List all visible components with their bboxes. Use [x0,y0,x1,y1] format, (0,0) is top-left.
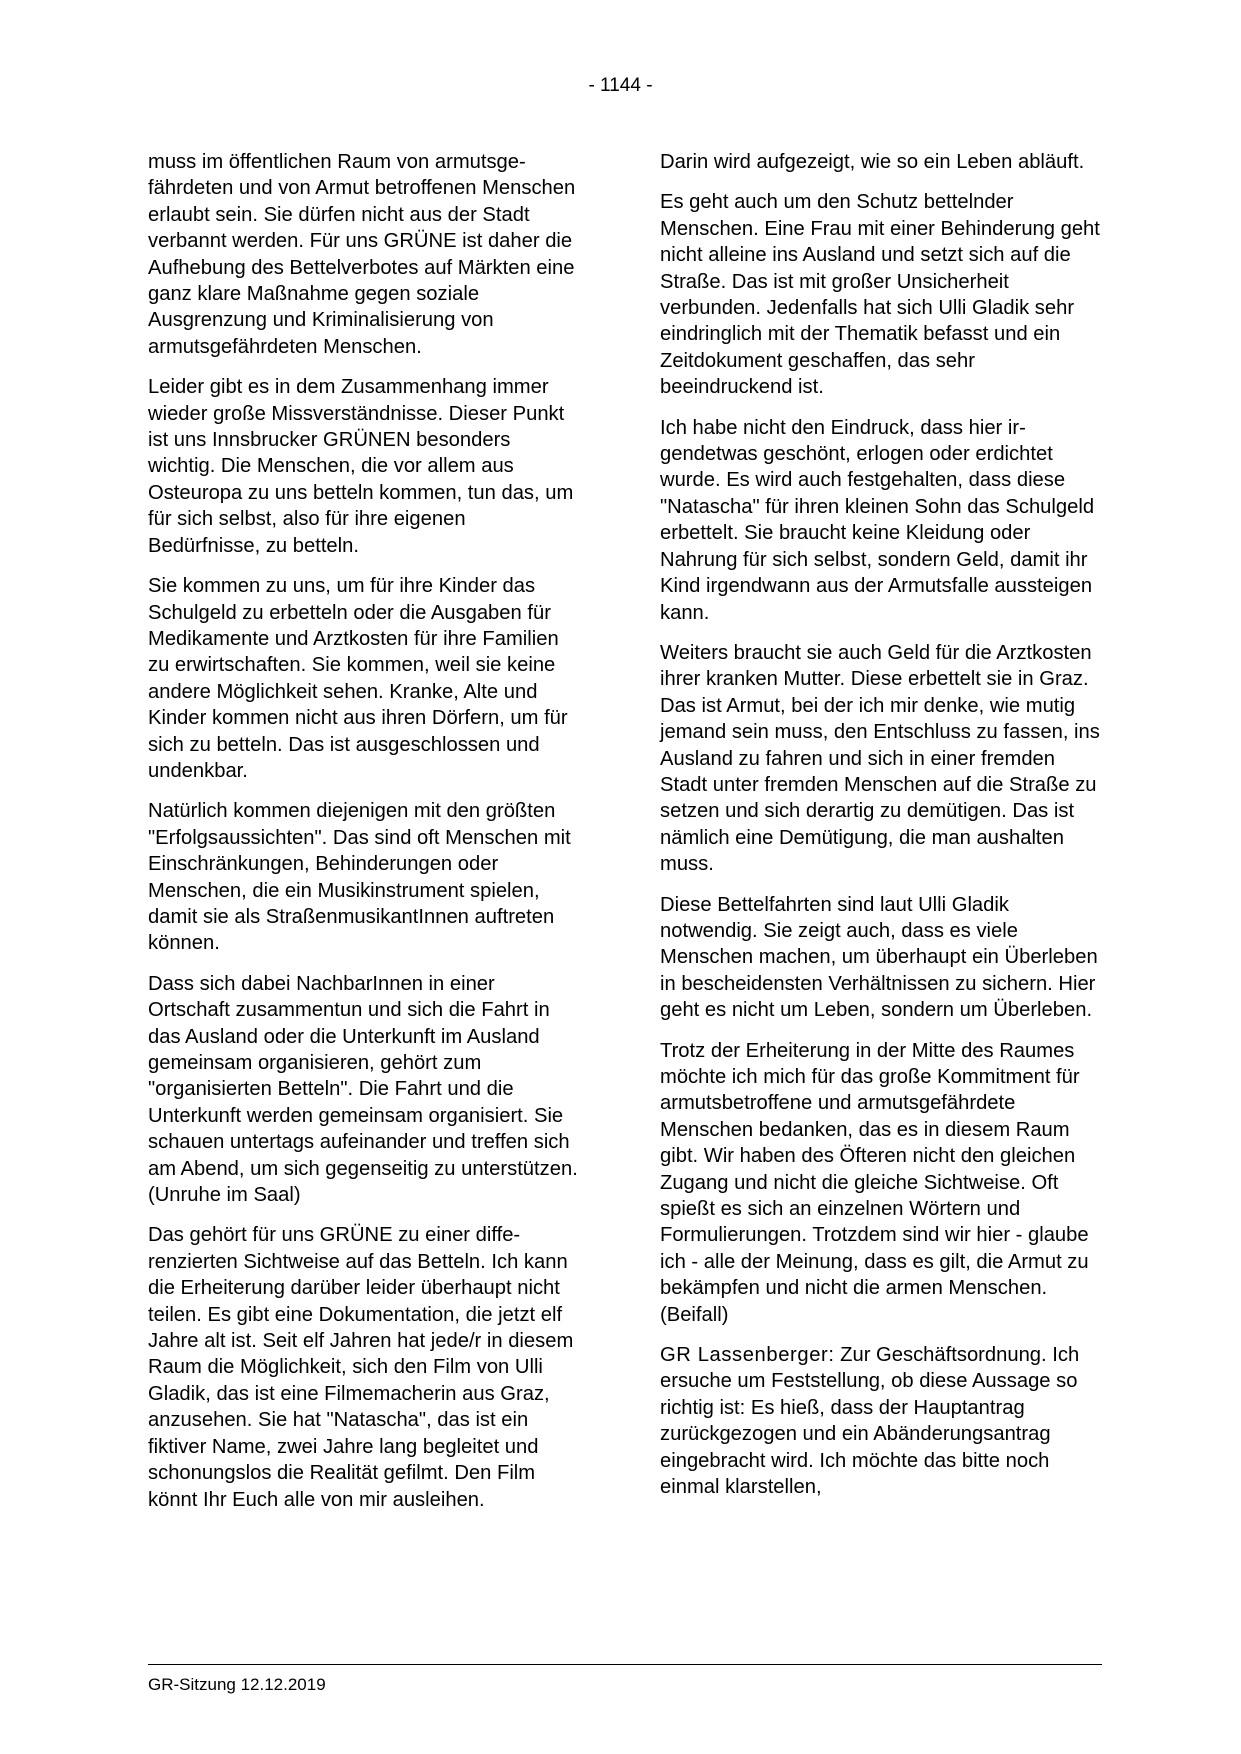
footer-divider [148,1664,1102,1665]
footer-session-date: GR-Sitzung 12.12.2019 [148,1675,326,1694]
paragraph: Darin wird aufgezeigt, wie so ein Leben abläuft. [660,151,1085,173]
left-column [148,149,582,1527]
paragraph: Das gehört für uns GRÜNE zu einer differenzierten Sichtweise auf das Betteln. Ich kann die Erheiterung darüber leider überhaupt nicht teilen. Es gibt eine Dokumentation, die jetzt elf Jahre alt ist. Seit elf Jahren hat jede/r in diesem Raum die Möglichkeit, sich den Film von Ulli Gladik, das ist eine Filmemacherin aus Graz, anzusehen. Sie hat "Natascha", das ist ein fiktiver Name, zwei Jahre lang begleitet und schonungslos die Realität gefilmt. Den Film könnt Ihr Euch alle von mir ausleihen. [148,1224,574,1511]
paragraph: Sie kommen zu uns, um für ihre Kinder das Schulgeld zu erbetteln oder die Ausgaben für Medikamente und Arztkosten für ihre Familien zu erwirtschaften. Sie kommen, weil sie keine andere Möglichkeit sehen. Kranke, Alte und Kinder kommen nicht aus ihren Dörfern, um für sich zu betteln. Das ist ausgeschlossen und undenkbar. [148,575,568,782]
paragraph: Ich habe nicht den Eindruck, dass hier irgendetwas geschönt, erlogen oder erdichtet wurde. Es wird auch festgehalten, dass diese "Natascha" für ihren kleinen Sohn das Schulgeld erbettelt. Sie braucht keine Kleidung oder Nahrung für sich selbst, sondern Geld, damit ihr Kind irgendwann aus der Armutsfalle aussteigen kann. [660,416,1095,624]
speaker-name: GR Lassenberger: [660,1344,835,1367]
paragraph: Leider gibt es in dem Zusammenhang immer wieder große Missverständnisse. Dieser Punkt ist uns Innsbrucker GRÜNEN besonders wichtig. Die Menschen, die vor allem aus Osteuropa zu uns betteln kommen, tun das, um für sich selbst, also für ihre eigenen Bedürfnisse, zu betteln. [148,376,574,557]
speaker-text: Zur Geschäftsordnung. Ich ersuche um Feststellung, ob diese Aussage so richtig ist: Es hieß, dass der Hauptantrag zurückgezogen und ein Abänderungsantrag eingebracht wird. Ich möchte das bitte noch einmal klarstellen, [660,1344,1080,1499]
speaker-paragraph [660,1342,1102,1500]
page-number: - 1144 - [588,75,653,96]
right-column [660,149,1102,1515]
paragraph: Natürlich kommen diejenigen mit den größten "Erfolgsaussichten". Das sind oft Menschen mit Einschränkungen, Behinderungen oder Menschen, die ein Musikinstrument spielen, damit sie als StraßenmusikantInnen auftreten können. [148,800,571,955]
paragraph: Es geht auch um den Schutz bettelnder Menschen. Eine Frau mit einer Behinderung geht nicht alleine ins Ausland und setzt sich auf die Straße. Das ist mit großer Unsicherheit verbunden. Jedenfalls hat sich Ulli Gladik sehr eindringlich mit der Thematik befasst und ein Zeitdokument geschaffen, das sehr beeindruckend ist. [660,191,1100,399]
paragraph: Dass sich dabei NachbarInnen in einer Ortschaft zusammentun und sich die Fahrt in das Ausland oder die Unterkunft im Ausland gemeinsam organisieren, gehört zum "organisierten Betteln". Die Fahrt und die Unterkunft werden gemeinsam organisiert. Sie schauen untertags aufeinander und treffen sich am Abend, um sich gegenseitig zu unterstützen. (Unruhe im Saal) [148,972,578,1207]
paragraph: Weiters braucht sie auch Geld für die Arztkosten ihrer kranken Mutter. Diese erbettelt sie in Graz. Das ist Armut, bei der ich mir denke, wie mutig jemand sein muss, den Entschluss zu fassen, ins Ausland zu fahren und sich in einer fremden Stadt unter fremden Menschen auf die Straße zu setzen und sich derartig zu demütigen. Das ist nämlich eine Demütigung, die man aushalten muss. [660,641,1100,876]
paragraph: Trotz der Erheiterung in der Mitte des Raumes möchte ich mich für das große Kommitment für armutsbetroffene und armutsgefährdete Menschen bedanken, das es in diesem Raum gibt. Wir haben des Öfteren nicht den gleichen Zugang und nicht die gleiche Sichtweise. Oft spießt es sich an einzelnen Wörtern und Formulierungen. Trotzdem sind wir hier - glaube ich - alle der Meinung, dass es gilt, die Armut zu bekämpfen und nicht die armen Menschen. (Beifall) [660,1039,1089,1326]
paragraph: Diese Bettelfahrten sind laut Ulli Gladik notwendig. Sie zeigt auch, dass es viele Menschen machen, um überhaupt ein Überleben in bescheidensten Verhältnissen zu sichern. Hier geht es nicht um Leben, sondern um Überleben. [660,893,1098,1022]
paragraph: muss im öffentlichen Raum von armutsgefährdeten und von Armut betroffenen Menschen erlaubt sein. Sie dürfen nicht aus der Stadt verbannt werden. Für uns GRÜNE ist daher die Aufhebung des Bettelverbotes auf Märkten eine ganz klare Maßnahme gegen soziale Ausgrenzung und Kriminalisierung von armutsgefährdeten Menschen. [148,151,576,358]
